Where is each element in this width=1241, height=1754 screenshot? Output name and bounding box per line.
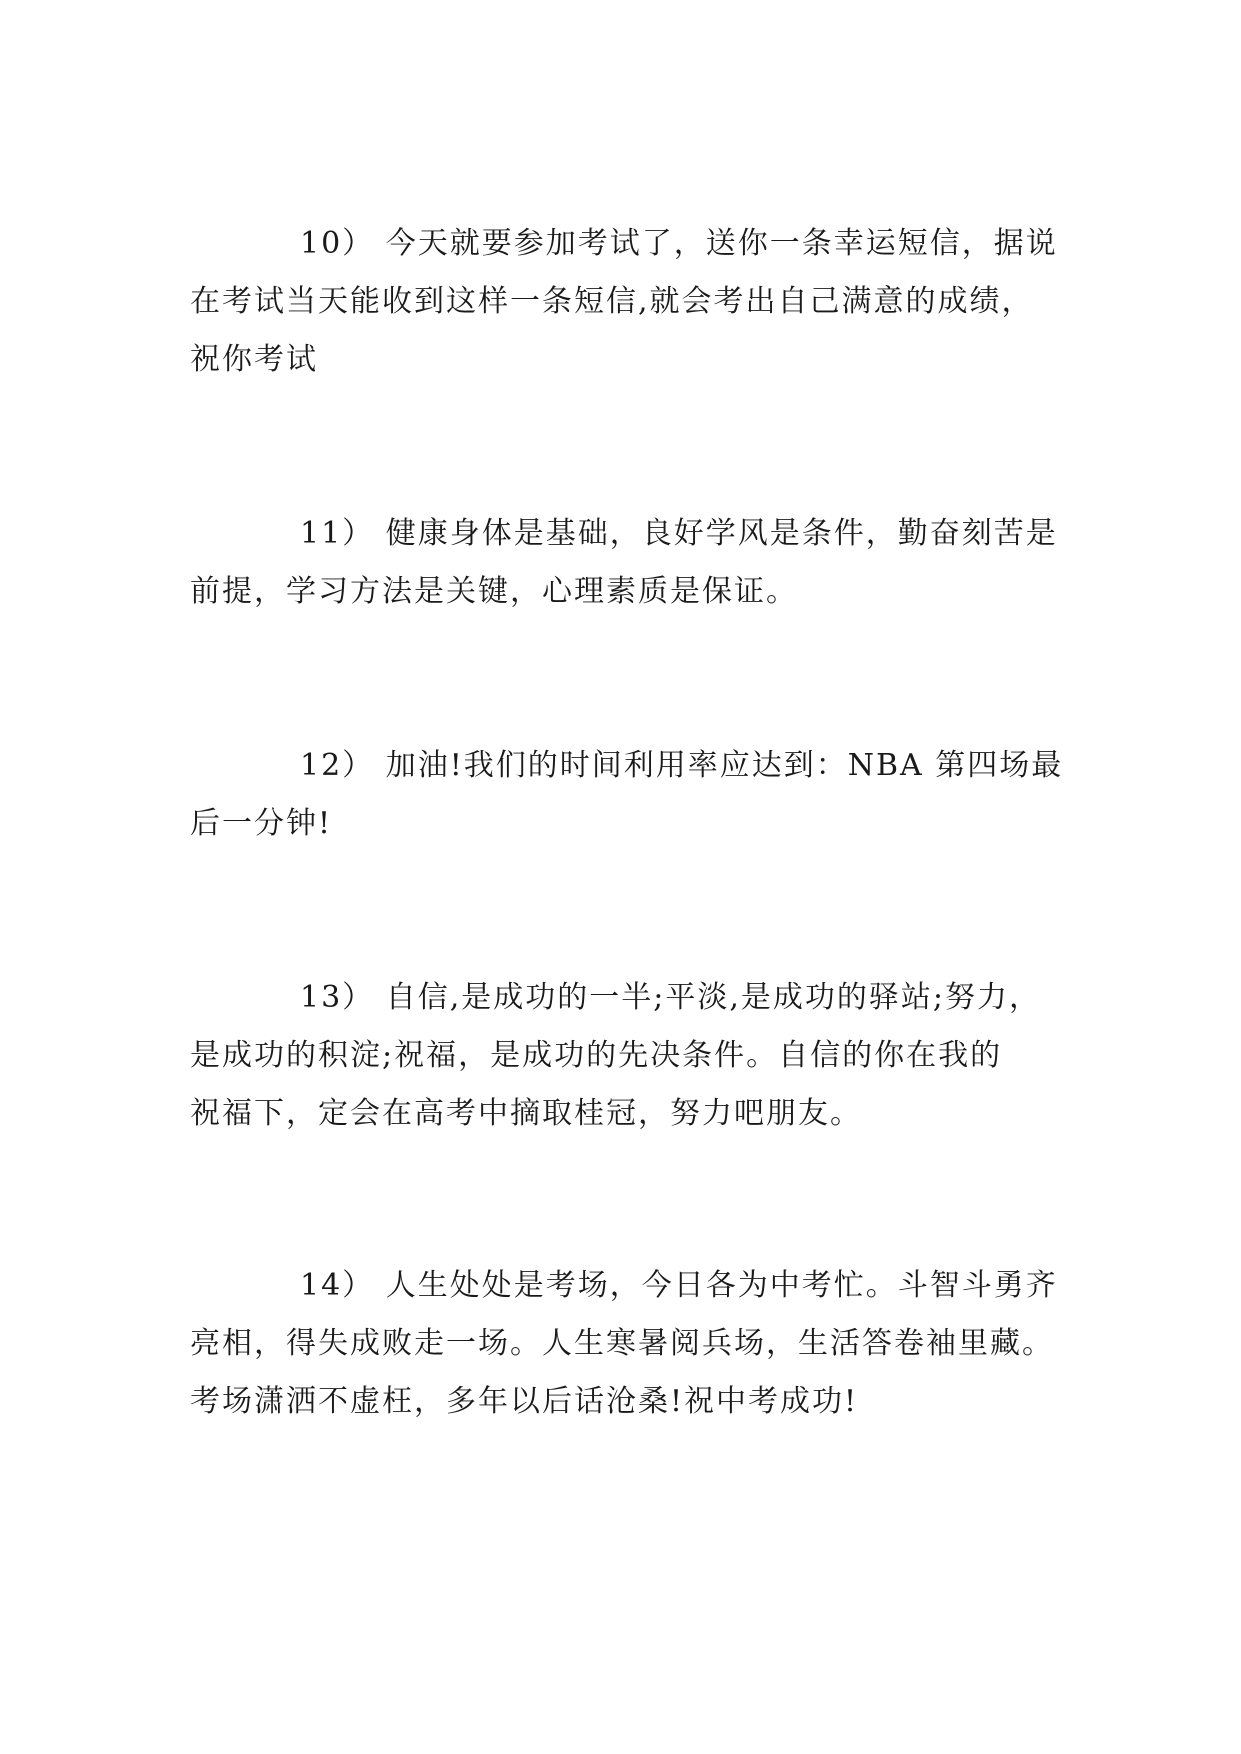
paragraph-12 bbox=[190, 737, 1090, 853]
paragraph-13 bbox=[190, 969, 1090, 1143]
paragraph-14 bbox=[190, 1257, 1090, 1431]
paragraph-line: 亮相，得失成败走一场。人生寒暑阅兵场，生活答卷袖里藏。 bbox=[190, 1326, 1054, 1361]
paragraph-line: 12） 加油!我们的时间利用率应达到：NBA 第四场最 bbox=[300, 748, 1064, 783]
paragraph-line: 是成功的积淀;祝福，是成功的先决条件。自信的你在我的 bbox=[190, 1038, 1003, 1073]
paragraph-line: 在考试当天能收到这样一条短信,就会考出自己满意的成绩， bbox=[190, 284, 1034, 319]
paragraph-line: 10） 今天就要参加考试了，送你一条幸运短信，据说 bbox=[300, 226, 1058, 261]
paragraph-line: 后一分钟! bbox=[190, 806, 333, 841]
paragraph-line: 前提，学习方法是关键，心理素质是保证。 bbox=[190, 574, 798, 609]
paragraph-line: 祝你考试 bbox=[190, 342, 318, 377]
paragraph-line: 祝福下，定会在高考中摘取桂冠，努力吧朋友。 bbox=[190, 1096, 862, 1131]
paragraph-10 bbox=[190, 215, 1090, 389]
paragraph-line: 考场潇洒不虚枉，多年以后话沧桑!祝中考成功! bbox=[190, 1384, 859, 1419]
paragraph-line: 13） 自信,是成功的一半;平淡,是成功的驿站;努力， bbox=[300, 980, 1041, 1015]
paragraph-11 bbox=[190, 505, 1090, 621]
paragraph-line: 11） 健康身体是基础，良好学风是条件，勤奋刻苦是 bbox=[300, 516, 1058, 551]
paragraph-line: 14） 人生处处是考场，今日各为中考忙。斗智斗勇齐 bbox=[300, 1268, 1058, 1303]
